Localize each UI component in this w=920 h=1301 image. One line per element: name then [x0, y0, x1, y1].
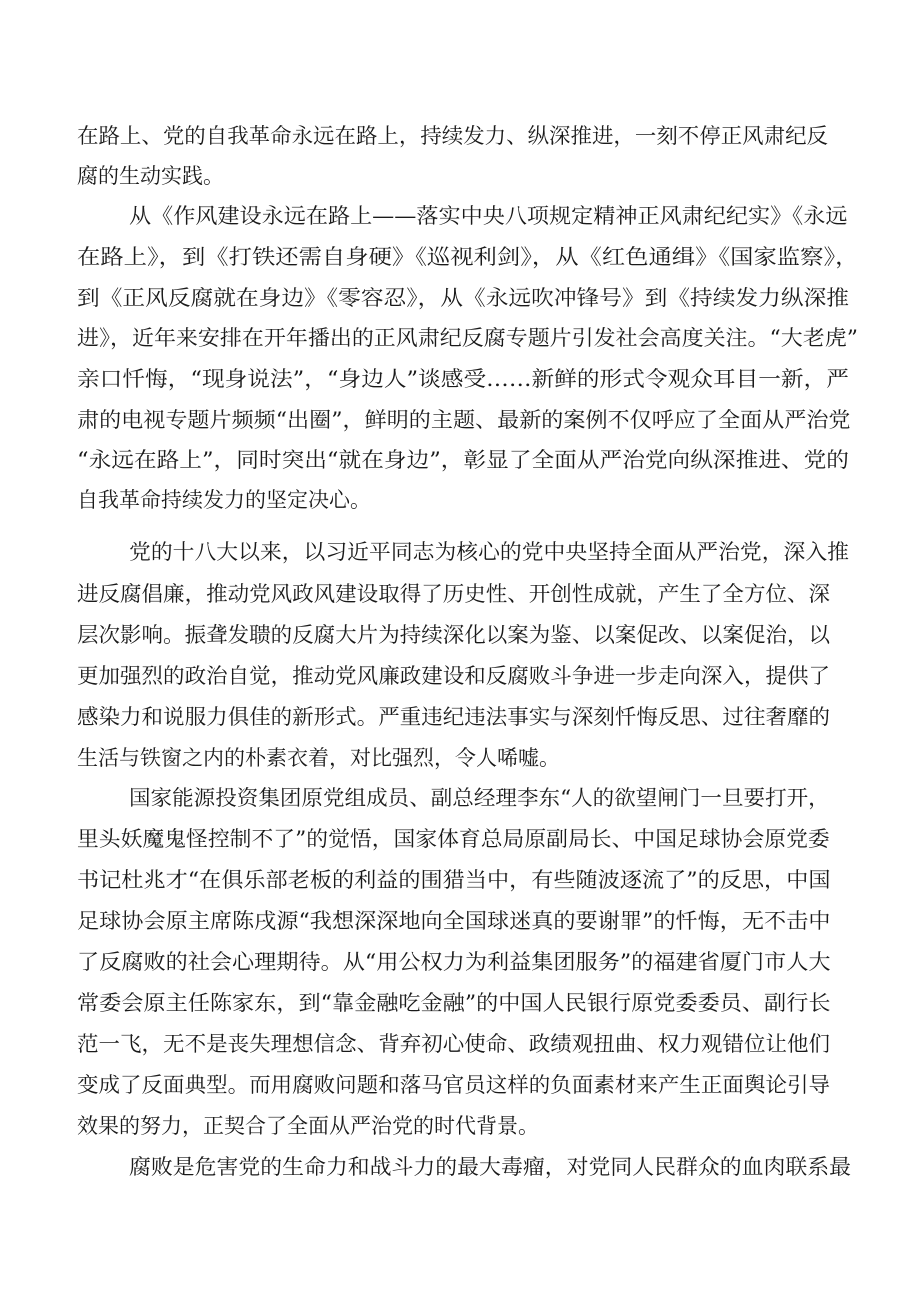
line-text: 里头妖魔鬼怪控制不了”的觉悟，国家体育总局原副局长、中国足球协会原党委 [77, 827, 830, 851]
text-line [0, 116, 920, 156]
text-line [0, 860, 920, 900]
line-text: “永远在路上”，同时突出“就在身边”，彰显了全面从严治党向纵深推进、党的 [77, 448, 849, 472]
text-line [0, 983, 920, 1023]
text-line [0, 738, 920, 778]
line-text: 常委会原主任陈家东，到“靠金融吃金融”的中国人民银行原党委委员、副行长 [77, 991, 831, 1015]
text-line [0, 656, 920, 696]
line-text: 到《正风反腐就在身边》《零容忍》，从《永远吹冲锋号》到《持续发力纵深推 [77, 286, 850, 310]
text-line [0, 440, 920, 480]
text-line [0, 778, 920, 818]
text-line [0, 1147, 920, 1187]
line-text: 效果的努力，正契合了全面从严治党的时代背景。 [77, 1114, 539, 1138]
text-line [0, 359, 920, 399]
line-text: 党的十八大以来，以习近平同志为核心的党中央坚持全面从严治党，深入推 [129, 540, 849, 564]
text-line [0, 532, 920, 572]
line-text: 腐败是危害党的生命力和战斗力的最大毒瘤，对党同人民群众的血肉联系最 [129, 1155, 851, 1179]
text-line [0, 156, 920, 196]
line-text: 从《作风建设永远在路上——落实中央八项规定精神正风肃纪纪实》《永远 [129, 204, 848, 228]
text-line [0, 1065, 920, 1105]
text-line [0, 1024, 920, 1064]
text-line [0, 819, 920, 859]
text-line [0, 942, 920, 982]
line-text: 范一飞，无不是丧失理想信念、背弃初心使命、政绩观扭曲、权力观错位让他们 [77, 1032, 830, 1056]
line-text: 感染力和说服力俱佳的新形式。严重违纪违法事实与深刻忏悔反思、过往奢靡的 [77, 705, 830, 729]
line-text: 书记杜兆才“在俱乐部老板的利益的围猎当中，有些随波逐流了”的反思，中国 [77, 868, 831, 892]
text-line [0, 400, 920, 440]
text-line [0, 615, 920, 655]
text-line [0, 574, 920, 614]
line-text: 层次影响。振聋发聩的反腐大片为持续深化以案为鉴、以案促改、以案促治，以 [77, 623, 830, 647]
line-text: 变成了反面典型。而用腐败问题和落马官员这样的负面素材来产生正面舆论引导 [77, 1073, 830, 1097]
line-text: 腐的生动实践。 [77, 164, 224, 188]
text-line [0, 697, 920, 737]
line-text: 国家能源投资集团原党组成员、副总经理李东“人的欲望闸门一旦要打开， [129, 786, 830, 810]
line-text: 了反腐败的社会心理期待。从“用公权力为利益集团服务”的福建省厦门市人大 [77, 950, 831, 974]
line-text: 进反腐倡廉，推动党风政风建设取得了历史性、开创性成就，产生了全方位、深 [77, 582, 830, 606]
text-line [0, 480, 920, 520]
line-text: 进》，近年来安排在开年播出的正风肃纪反腐专题片引发社会高度关注。“大老虎” [77, 326, 858, 350]
text-line [0, 237, 920, 277]
text-line [0, 1106, 920, 1146]
line-text: 在路上》，到《打铁还需自身硬》《巡视利剑》，从《红色通缉》《国家监察》， [77, 245, 859, 269]
line-text: 肃的电视专题片频频“出圈”，鲜明的主题、最新的案例不仅呼应了全面从严治党 [77, 408, 851, 432]
line-text: 在路上、党的自我革命永远在路上，持续发力、纵深推进，一刻不停正风肃纪反 [77, 124, 828, 148]
text-line [0, 901, 920, 941]
line-text: 更加强烈的政治自觉，推动党风廉政建设和反腐败斗争进一步走向深入，提供了 [77, 664, 830, 688]
line-text: 自我革命持续发力的坚定决心。 [77, 488, 371, 512]
line-text: 生活与铁窗之内的朴素衣着，对比强烈，令人唏嘘。 [77, 746, 560, 770]
line-text: 足球协会原主席陈戌源“我想深深地向全国球迷真的要谢罪”的忏悔，无不击中 [77, 909, 831, 933]
text-line [0, 278, 920, 318]
text-line [0, 196, 920, 236]
text-line [0, 318, 920, 358]
line-text: 亲口忏悔，“现身说法”，“身边人”谈感受……新鲜的形式令观众耳目一新，严 [77, 367, 849, 391]
